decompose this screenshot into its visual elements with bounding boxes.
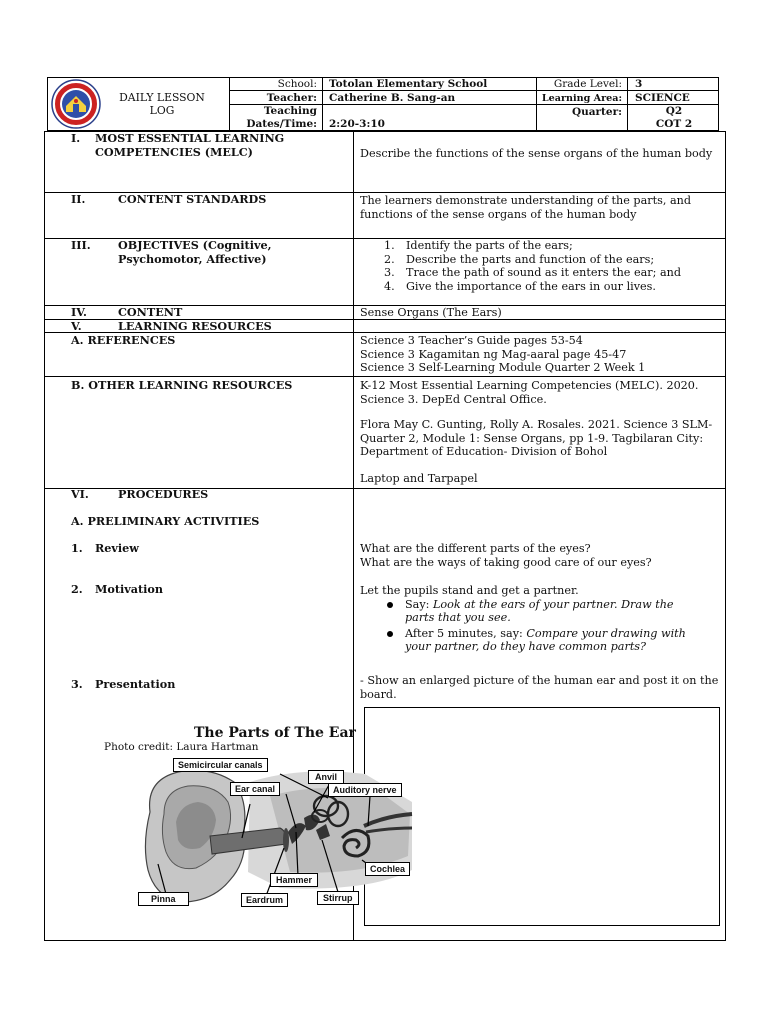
- objective-item: 4. Give the importance of the ears in our lives.: [384, 279, 656, 293]
- content-title: CONTENT: [118, 305, 183, 319]
- school-value: Totolan Elementary School: [329, 78, 488, 90]
- quarter-label: Quarter:: [571, 106, 622, 118]
- deped-seal-logo: [51, 79, 101, 129]
- other-resources-text: K-12 Most Essential Learning Competencies (MELC). 2020. Science 3. DepEd Central Office. Flora May C. Gunting, Rolly A. Rosales. 2021. Science 3 SLM- Quarter 2, Module 1: Sense Organs, pp 1-9. Tagbilaran City: Department of Education- Division of Bohol Laptop and Tarpapel: [360, 379, 713, 485]
- grade-level-value: 3: [635, 78, 643, 90]
- grade-level-label: Grade Level:: [553, 78, 622, 90]
- quarter-value: Q2 COT 2: [655, 105, 693, 130]
- references-title: A. REFERENCES: [71, 333, 176, 347]
- motivation-text: Let the pupils stand and get a partner. Say: Look at the ears of your partner. Draw the parts that you see. After 5 minutes, say: Compare your drawing with your partner, do they have common parts?: [360, 584, 722, 654]
- content-standards-text: The learners demonstrate understanding of the parts, and functions of the sense organs of the human body: [360, 194, 691, 221]
- preliminary-activities-title: A. PRELIMINARY ACTIVITIES: [71, 514, 260, 528]
- label-stirrup: Stirrup: [317, 891, 359, 905]
- ear-figure-title: The Parts of The Ear: [194, 725, 356, 741]
- review-questions: What are the different parts of the eyes? What are the ways of taking good care of our eyes?: [360, 542, 652, 569]
- dates-value: 2:20-3:10: [329, 118, 385, 130]
- motivation-number: 2.: [71, 582, 83, 596]
- reference-item: Science 3 Self-Learning Module Quarter 2 Week 1: [360, 361, 646, 375]
- resources-title: LEARNING RESOURCES: [118, 319, 272, 333]
- procedures-number: VI.: [71, 487, 89, 501]
- resources-number: V.: [71, 319, 82, 333]
- melc-number: I.: [71, 131, 81, 145]
- melc-text: Describe the functions of the sense organs of the human body: [360, 147, 713, 160]
- reference-item: Science 3 Kagamitan ng Mag-aaral page 45-47: [360, 347, 627, 361]
- ear-diagram: [130, 752, 420, 912]
- label-eardrum: Eardrum: [241, 893, 288, 907]
- school-label: School:: [277, 78, 317, 90]
- objective-item: 3. Trace the path of sound as it enters the ear; and: [384, 266, 681, 280]
- content-number: IV.: [71, 305, 87, 319]
- review-number: 1.: [71, 541, 83, 555]
- presentation-title: Presentation: [95, 677, 176, 691]
- motivation-bullet: Say: Look at the ears of your partner. Draw the parts that you see.: [360, 598, 722, 625]
- other-resources-title: B. OTHER LEARNING RESOURCES: [71, 378, 293, 392]
- label-auditory-nerve: Auditory nerve: [328, 783, 402, 797]
- label-hammer: Hammer: [270, 873, 318, 887]
- motivation-title: Motivation: [95, 582, 164, 596]
- presentation-text: - Show an enlarged picture of the human ear and post it on the board.: [360, 674, 719, 701]
- learning-area-label: Learning Area:: [541, 93, 622, 104]
- daily-lesson-log-title: DAILY LESSON LOG: [119, 91, 205, 117]
- objectives-list: [360, 239, 720, 293]
- learning-area-value: SCIENCE: [635, 92, 690, 104]
- label-pinna: Pinna: [138, 892, 189, 906]
- procedures-title: PROCEDURES: [118, 487, 209, 501]
- references-list: [360, 334, 645, 375]
- content-standards-number: II.: [71, 192, 86, 206]
- label-semicircular-canals: Semicircular canals: [173, 758, 268, 772]
- objective-item: 1. Identify the parts of the ears;: [384, 239, 573, 252]
- reference-item: Science 3 Teacher’s Guide pages 53-54: [360, 334, 583, 347]
- dates-label: Teaching Dates/Time:: [246, 105, 317, 130]
- motivation-bullet: After 5 minutes, say: Compare your drawing with your partner, do they have common parts?: [360, 627, 722, 654]
- label-anvil: Anvil: [308, 770, 344, 784]
- teacher-label: Teacher:: [266, 92, 317, 104]
- content-text: Sense Organs (The Ears): [360, 306, 502, 319]
- melc-title: MOST ESSENTIAL LEARNING COMPETENCIES (MELC): [95, 131, 285, 159]
- objective-item: 2. Describe the parts and function of the ears;: [384, 252, 655, 266]
- teacher-value: Catherine B. Sang-an: [329, 92, 456, 104]
- presentation-number: 3.: [71, 677, 83, 691]
- photo-credit: Photo credit: Laura Hartman: [104, 741, 259, 753]
- label-cochlea: Cochlea: [365, 862, 410, 876]
- content-standards-title: CONTENT STANDARDS: [118, 192, 267, 206]
- header-table: [47, 77, 719, 131]
- review-title: Review: [95, 541, 139, 555]
- objectives-title: OBJECTIVES (Cognitive, Psychomotor, Affective): [118, 238, 272, 266]
- label-ear-canal: Ear canal: [230, 782, 280, 796]
- objectives-number: III.: [71, 238, 91, 252]
